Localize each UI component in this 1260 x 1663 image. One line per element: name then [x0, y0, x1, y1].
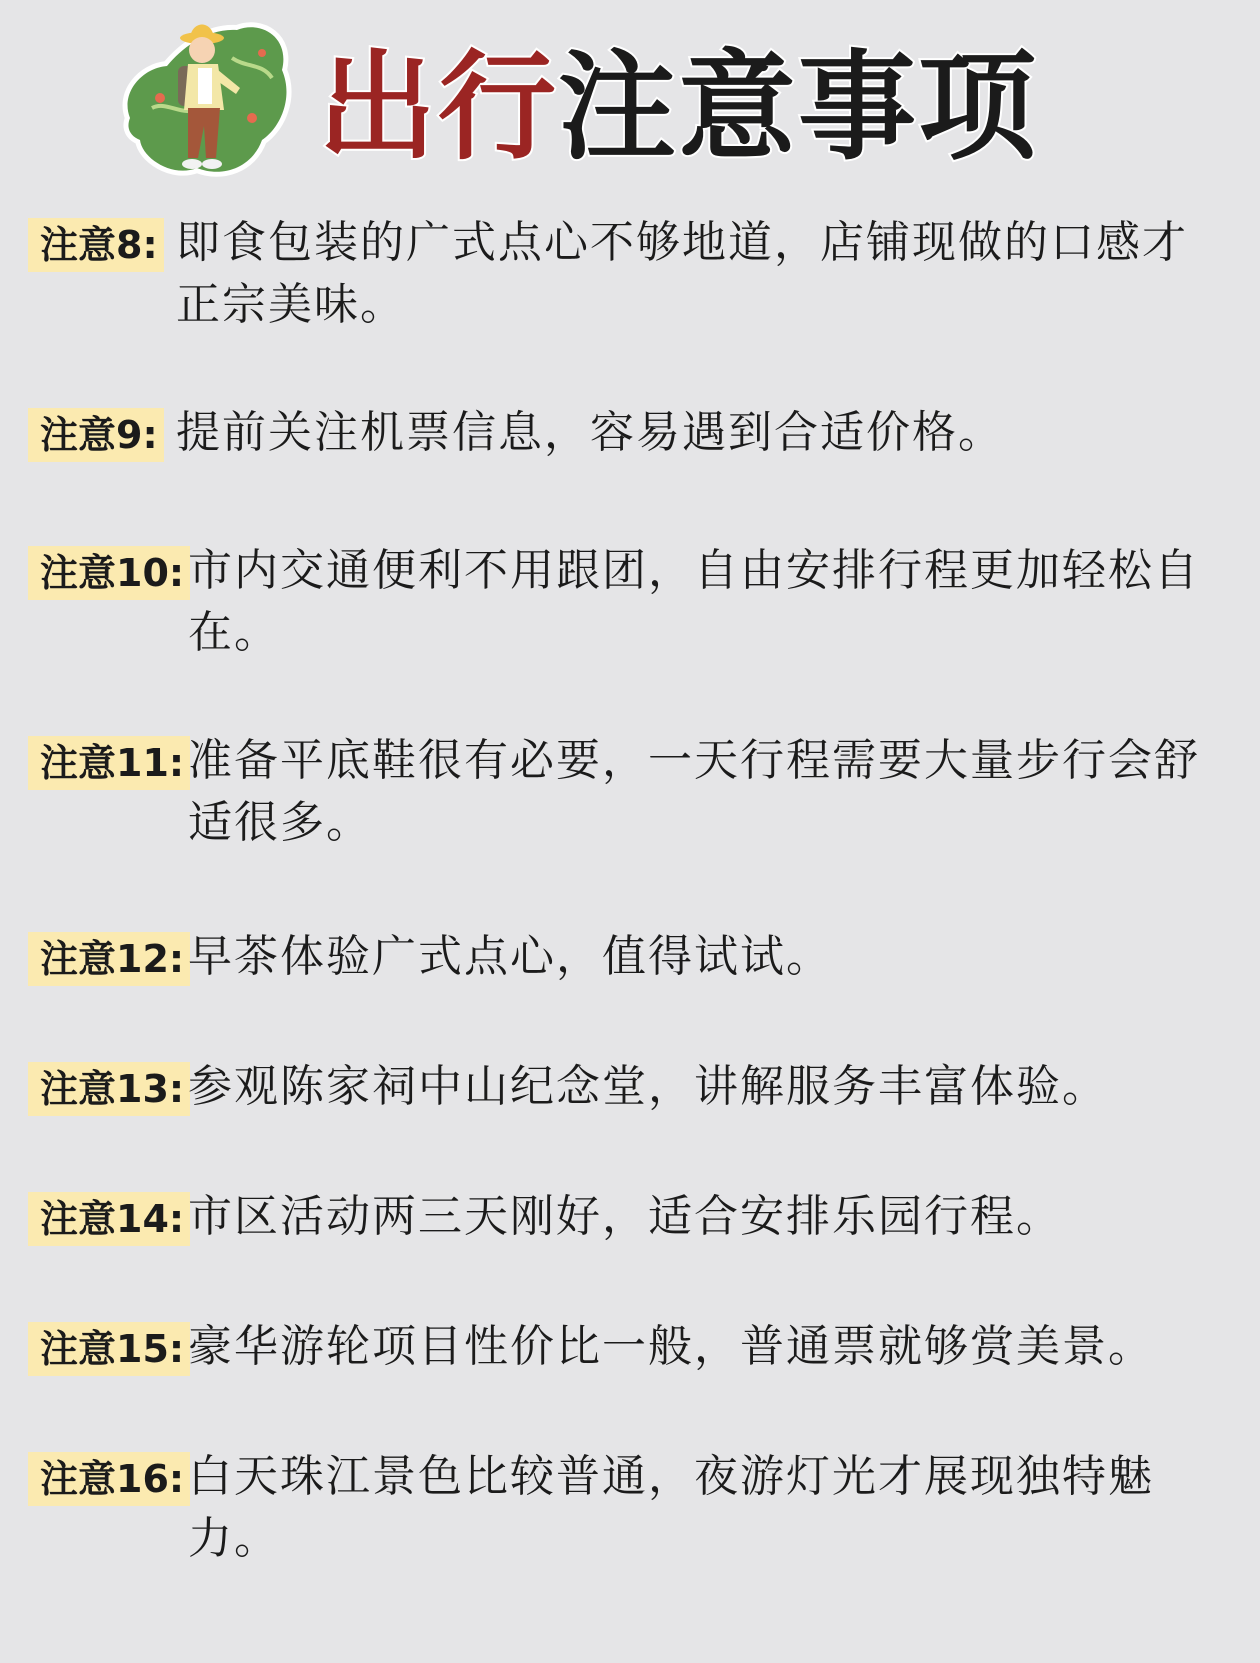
tip-label-badge: 注意11:	[28, 736, 190, 790]
tip-item	[28, 1056, 1228, 1186]
tip-item	[28, 1316, 1228, 1446]
tip-label-badge: 注意12:	[28, 932, 190, 986]
tip-item	[28, 1186, 1228, 1316]
tip-item	[28, 402, 1228, 532]
tip-text: 即食包装的广式点心不够地道，店铺现做的口感才正宗美味。	[176, 217, 1188, 330]
tip-text: 市内交通便利不用跟团，自由安排行程更加轻松自在。	[188, 545, 1200, 658]
page-title-rest: 注意事项	[558, 38, 1039, 176]
tip-label-badge: 注意9:	[28, 408, 164, 462]
page-title-highlight: 出行	[318, 38, 559, 176]
tip-label-badge: 注意16:	[28, 1452, 190, 1506]
tip-item	[28, 926, 1228, 1056]
tip-text: 豪华游轮项目性价比一般，普通票就够赏美景。	[188, 1321, 1154, 1372]
tip-label-badge: 注意15:	[28, 1322, 190, 1376]
tip-label-badge: 注意8:	[28, 218, 164, 272]
tip-label-badge: 注意14:	[28, 1192, 190, 1246]
tip-item	[28, 1446, 1228, 1576]
tip-text: 提前关注机票信息，容易遇到合适价格。	[176, 407, 1004, 458]
tip-text: 早茶体验广式点心，值得试试。	[188, 931, 832, 982]
tip-text: 市区活动两三天刚好，适合安排乐园行程。	[188, 1191, 1062, 1242]
tip-label-badge: 注意13:	[28, 1062, 190, 1116]
tip-text: 白天珠江景色比较普通，夜游灯光才展现独特魅力。	[188, 1451, 1154, 1564]
tip-item	[28, 730, 1228, 860]
tip-text: 参观陈家祠中山纪念堂，讲解服务丰富体验。	[188, 1061, 1108, 1112]
tip-item	[28, 212, 1228, 342]
tip-text: 准备平底鞋很有必要，一天行程需要大量步行会舒适很多。	[188, 735, 1200, 848]
tip-item	[28, 540, 1228, 670]
tip-label-badge: 注意10:	[28, 546, 190, 600]
